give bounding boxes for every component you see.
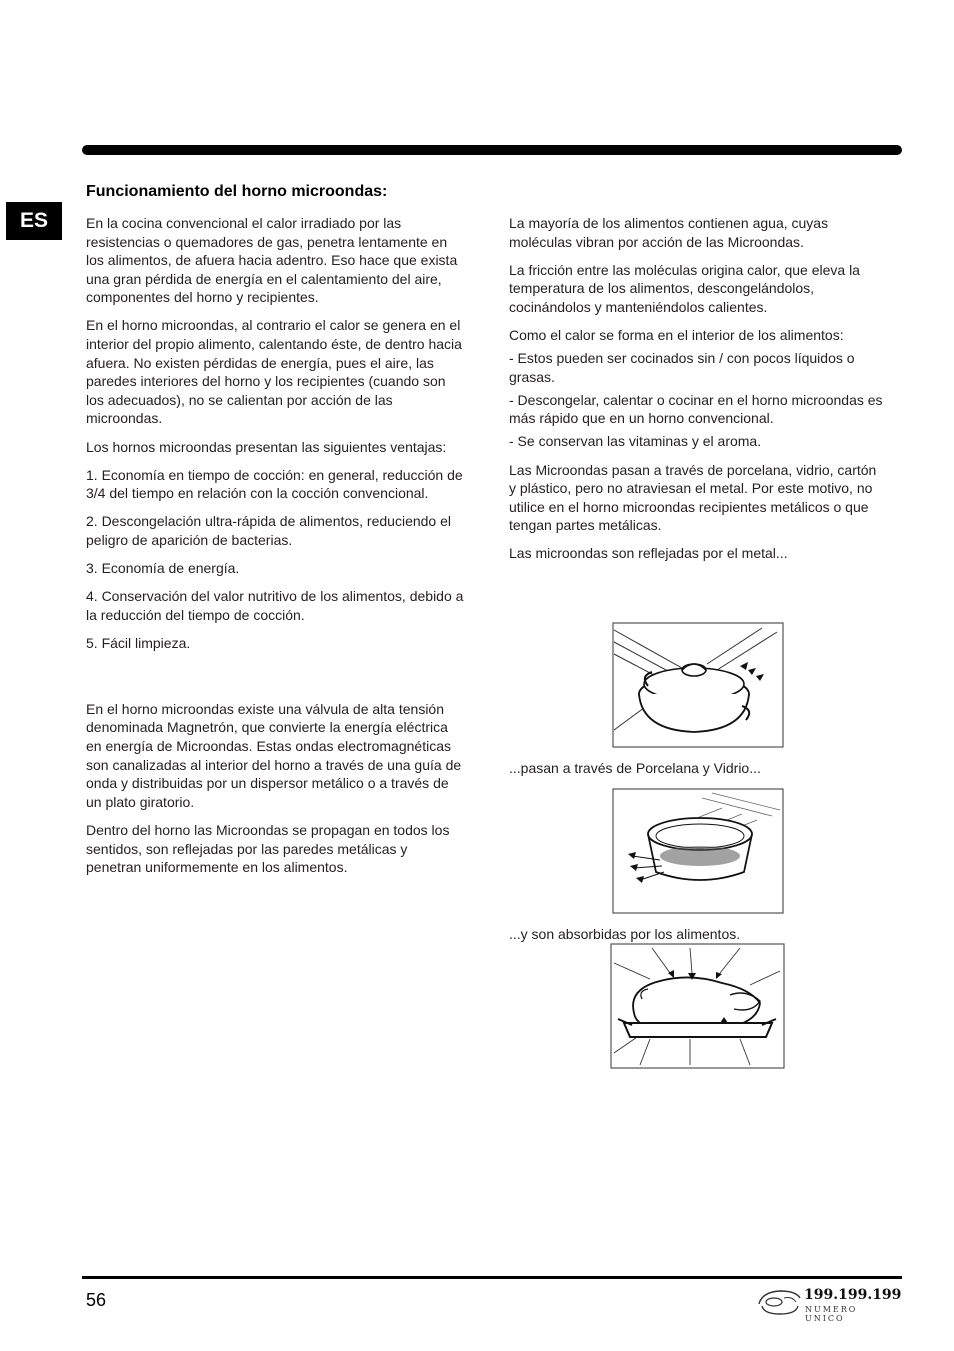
list-item: 5. Fácil limpieza. <box>86 634 191 651</box>
footer-rule <box>82 1276 902 1279</box>
right-column <box>509 214 885 573</box>
paragraph: Como el calor se forma en el interior de los alimentos: <box>509 326 844 343</box>
list-item: - Descongelar, calentar o cocinar en el horno microondas es más rápido que en un horno convencional. <box>509 391 883 427</box>
list-item: 3. Economía de energía. <box>86 560 240 576</box>
header-rule <box>82 145 902 155</box>
list-item: 1. Economía en tiempo de cocción: en general, reducción de 3/4 del tiempo en relación con la cocción convencional. <box>86 466 463 502</box>
figure-caption: ...y son absorbidas por los alimentos. <box>509 926 741 942</box>
paragraph: La fricción entre las moléculas origina calor, que eleva la temperatura de los alimentos, descongelándolos, cocinándolos y manteniéndolos calientes. <box>509 261 860 315</box>
section-heading: Funcionamiento del horno microondas: <box>86 183 388 200</box>
paragraph: En la cocina convencional el calor irradiado por las resistencias o quemadores de gas, penetra lentamente en los alimentos, de afuera hacia adentro. Eso hace que exista una gran pérdida de energía en el calentamiento del aire, componentes del horno y recipientes. <box>86 215 458 306</box>
paragraph: En el horno microondas, al contrario el calor se genera en el interior del propio alimento, calentando éste, de dentro hacia afuera. No existen pérdidas de energía, pues el aire, las paredes interiores del horno y los recipientes (cuando son los adecuados), no se calientan por acción de las microondas. <box>86 317 462 427</box>
paragraph: Las microondas son reflejadas por el metal... <box>509 545 788 562</box>
list-item: - Se conservan las vitaminas y el aroma. <box>509 433 762 450</box>
logo-tagline: NUMERO UNICO <box>805 1305 858 1323</box>
paragraph: La mayoría de los alimentos contienen agua, cuyas moléculas vibran por acción de las Microondas. <box>509 215 829 250</box>
roast-chicken-illustration <box>610 943 785 1069</box>
left-column <box>86 214 466 886</box>
logo-phone-number: 199.199.199 <box>804 1287 902 1303</box>
language-tab: ES <box>6 202 62 240</box>
list-item: - Estos pueden ser cocinados sin / con pocos líquidos o grasas. <box>509 350 855 385</box>
telephone-icon <box>756 1284 802 1318</box>
figure-caption: ...pasan a través de Porcelana y Vidrio... <box>509 760 761 776</box>
list-item: 2. Descongelación ultra-rápida de alimentos, reduciendo el peligro de aparición de bacterias. <box>86 513 451 548</box>
metal-pot-illustration <box>612 622 784 748</box>
service-logo <box>756 1284 902 1323</box>
list-item: 4. Conservación del valor nutritivo de los alimentos, debido a la reducción del tiempo de cocción. <box>86 588 464 623</box>
paragraph: Dentro del horno las Microondas se propagan en todos los sentidos, son reflejadas por las paredes metálicas y penetran uniformemente en los alimentos. <box>86 821 450 876</box>
page-number: 56 <box>86 1290 107 1310</box>
paragraph: Los hornos microondas presentan las siguientes ventajas: <box>86 438 447 455</box>
paragraph: En el horno microondas existe una válvula de alta tensión denominada Magnetrón, que convierte la energía eléctrica en energía de Microondas. Estas ondas electromagnéticas son canalizadas al interior del horno a través de una guía de onda y distribuidas por un dispersor metálico o a través de un plato giratorio. <box>86 700 462 810</box>
paragraph: Las Microondas pasan a través de porcelana, vidrio, cartón y plástico, pero no atraviesan el metal. Por este motivo, no utilice en el horno microondas recipientes metálicos o que tengan partes metálicas. <box>509 461 877 534</box>
glass-bowl-illustration <box>612 788 784 914</box>
